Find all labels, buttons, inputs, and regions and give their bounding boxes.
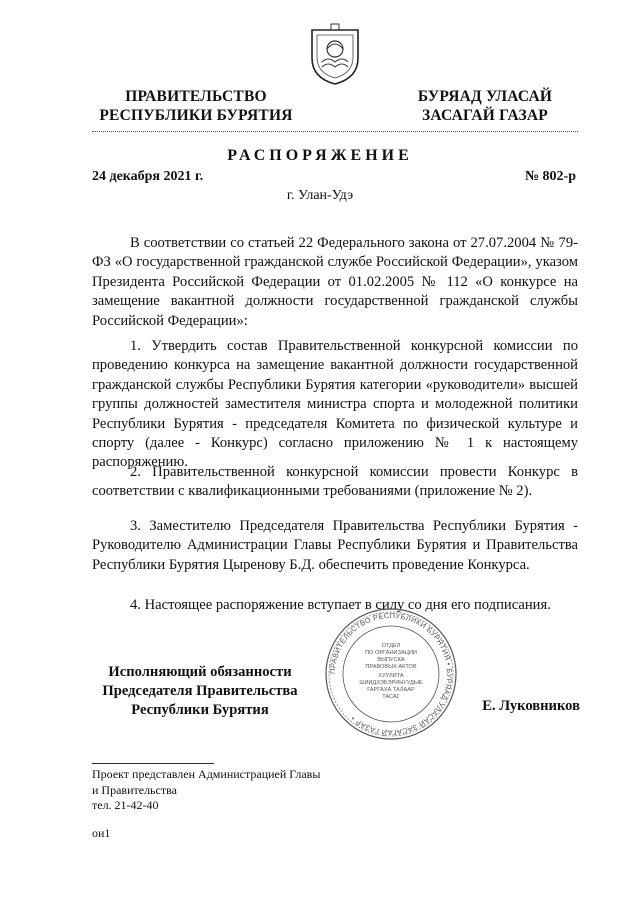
stamp-line-3: ВЫПУСКА	[377, 657, 405, 663]
item-3-paragraph	[92, 517, 578, 575]
item-3-text: 3. Заместителю Председателя Правительства Республики Бурятия - Руководителю Администрации Главы Республики Бурятия и Правительства Республики Бурятия Цыренову Б.Д. обеспечить проведение Конкурса.	[92, 518, 578, 573]
government-name-buryat	[400, 87, 570, 125]
signatory-position-line1: Исполняющий обязанности	[108, 664, 292, 680]
government-name-russian	[96, 87, 296, 125]
footer-line1: Проект представлен Администрацией Главы	[92, 767, 321, 781]
stamp-line-2: ПО ОРГАНИЗАЦИИ	[365, 650, 417, 656]
footer-note	[92, 767, 320, 814]
header-divider	[92, 131, 578, 132]
stamp-line-6: ШИИДХЭБЭРИНУУДЫЕ	[359, 680, 423, 686]
preamble-paragraph	[92, 234, 578, 331]
stamp-line-1: ОТДЕЛ	[381, 643, 401, 649]
stamp-line-7: ГАРГАХА ТАЛААР	[367, 687, 415, 693]
signatory-name: Е. Луковников	[482, 698, 580, 714]
government-name-buryat-line1: БУРЯАД УЛАСАЙ	[417, 88, 553, 105]
preamble-text: В соответствии со статьей 22 Федерального закона от 27.07.2004 № 79-ФЗ «О государственной гражданской службе Российской Федерации», указом Президента Российской Федерации от 01.02.2005 № 112 «О конкурсе на замещение вакантной должности государственной гражданской службы Российской Федерации»:	[92, 235, 578, 329]
document-code: ои1	[92, 826, 111, 840]
government-name-buryat-line2: ЗАСАГАЙ ГАЗАР	[422, 107, 548, 124]
footer-divider	[92, 763, 214, 764]
document-date: 24 декабря 2021 г.	[92, 169, 204, 184]
footer-line2: и Правительства	[92, 782, 177, 797]
item-4-text: 4. Настоящее распоряжение вступает в силу со дня его подписания.	[130, 597, 551, 613]
government-name-line2: РЕСПУБЛИКИ БУРЯТИЯ	[99, 107, 293, 124]
signatory-position-line3: Республики Бурятия	[131, 702, 269, 718]
item-2-text: 2. Правительственной конкурсной комиссии провести Конкурс в соответствии с квалификационными требованиями (приложение № 2).	[92, 464, 578, 500]
coat-of-arms-emblem-icon	[308, 22, 362, 86]
stamp-line-5: ХУУЛИТА	[378, 673, 404, 679]
item-1-paragraph	[92, 337, 578, 473]
government-name-line1: ПРАВИТЕЛЬСТВО	[125, 88, 267, 105]
stamp-ring-text: ПРАВИТЕЛЬСТВО РЕСПУБЛИКИ БУРЯТИЯ • БУРЯАД УЛАСАЙ ЗАСАГАЙ ГАЗАР •	[327, 610, 455, 738]
document-city: г. Улан-Удэ	[286, 188, 354, 203]
signatory-position	[100, 663, 300, 720]
item-1-text: 1. Утвердить состав Правительственной конкурсной комиссии по проведению конкурса на замещение вакантной должности государственной гражданской службы Республики Бурятия категории «руководители» высшей группы должностей заместителя министра спорта и молодежной политики Республики Бурятия - председателя Комитета по физической культуре и спорту (далее - Конкурс) согласно приложению № 1 к настоящему распоряжению.	[92, 338, 578, 471]
stamp-line-4: ПРАВОВЫХ АКТОВ	[365, 664, 417, 670]
document-number: № 802-р	[524, 169, 576, 184]
item-2-paragraph	[92, 463, 578, 502]
document-title: РАСПОРЯЖЕНИЕ	[227, 147, 413, 164]
stamp-line-8: ТАСАГ	[382, 694, 400, 700]
footer-line3: тел. 21-42-40	[92, 798, 159, 812]
official-stamp-seal	[324, 607, 458, 741]
signatory-position-line2: Председателя Правительства	[102, 683, 298, 699]
